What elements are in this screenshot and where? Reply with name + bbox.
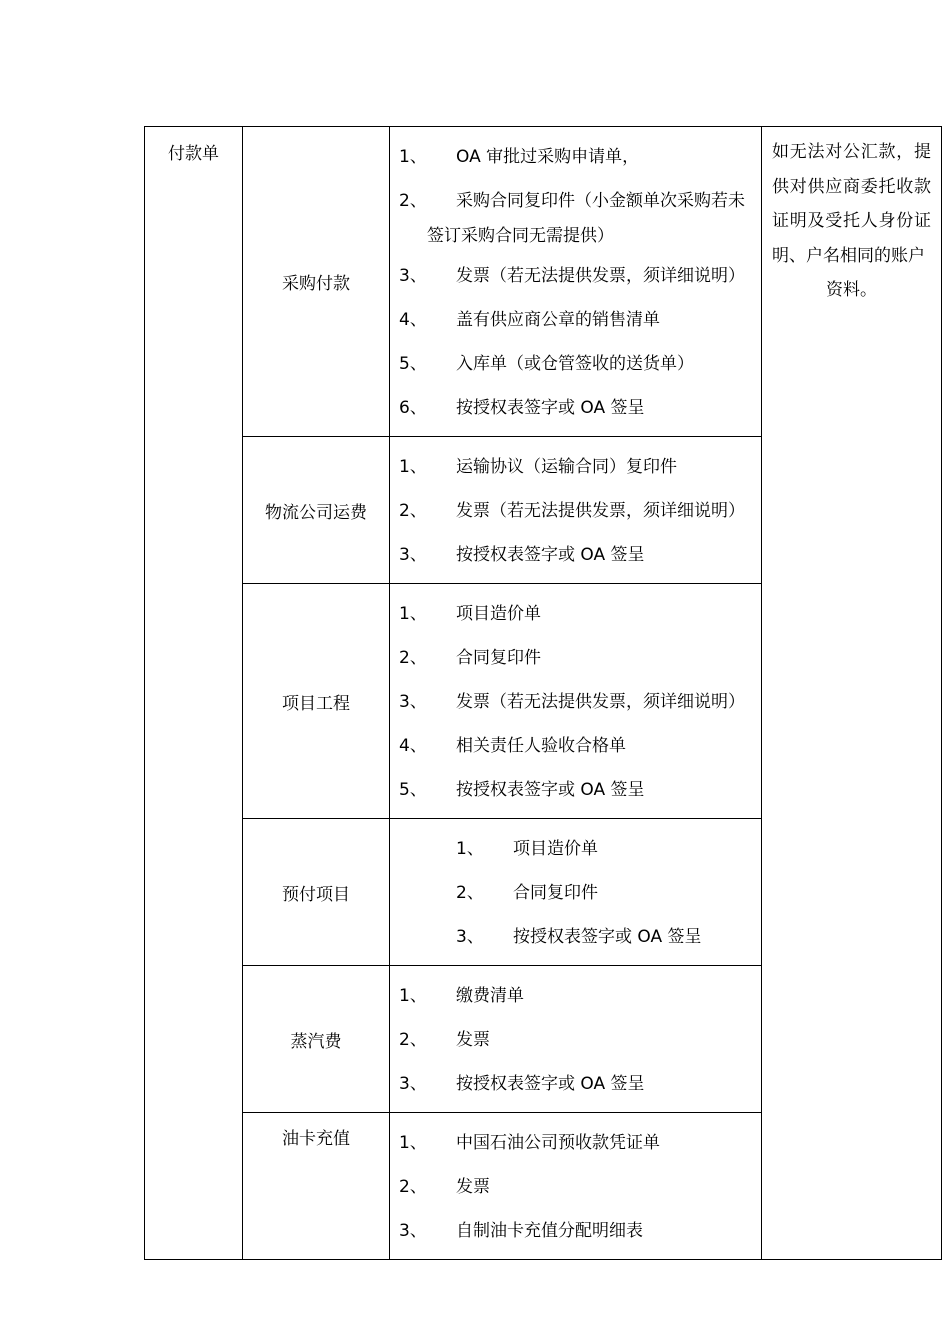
item-text: 按授权表签字或 OA 签呈 bbox=[456, 545, 645, 565]
item-text: 合同复印件 bbox=[513, 883, 598, 903]
list-item bbox=[390, 342, 761, 386]
list-item bbox=[390, 254, 761, 298]
table-row bbox=[145, 127, 942, 437]
payment-requirements-table bbox=[144, 126, 942, 1260]
list-item bbox=[390, 1062, 761, 1106]
category-label: 项目工程 bbox=[282, 693, 350, 714]
item-text: 盖有供应商公章的销售清单 bbox=[456, 310, 660, 330]
item-number: 2、 bbox=[399, 501, 427, 521]
item-text: 中国石油公司预收款凭证单 bbox=[456, 1133, 660, 1153]
items-cell bbox=[390, 966, 762, 1113]
list-item bbox=[390, 386, 761, 430]
item-text: 项目造价单 bbox=[456, 604, 541, 624]
list-item bbox=[390, 445, 761, 489]
item-number: 2、 bbox=[399, 191, 427, 211]
category-cell bbox=[243, 437, 390, 584]
list-item bbox=[390, 592, 761, 636]
item-number: 1、 bbox=[399, 1133, 427, 1153]
item-number: 4、 bbox=[399, 310, 427, 330]
items-cell bbox=[390, 819, 762, 966]
list-item bbox=[390, 724, 761, 768]
list-item bbox=[390, 871, 761, 915]
note-text: 如无法对公汇款，提供对供应商委托收款证明及受托人身份证明、户名相同的账户 bbox=[772, 142, 931, 266]
items-cell bbox=[390, 1113, 762, 1260]
item-number: 5、 bbox=[399, 780, 427, 800]
list-item bbox=[390, 974, 761, 1018]
item-text: 发票 bbox=[456, 1177, 490, 1197]
list-item bbox=[390, 1121, 761, 1165]
doc-type-label: 付款单 bbox=[168, 144, 219, 164]
item-number: 3、 bbox=[399, 1074, 427, 1094]
item-number: 6、 bbox=[399, 398, 427, 418]
category-cell bbox=[243, 127, 390, 437]
item-number: 2、 bbox=[456, 883, 484, 903]
category-cell bbox=[243, 584, 390, 819]
item-text: OA 审批过采购申请单， bbox=[456, 147, 640, 167]
items-cell bbox=[390, 127, 762, 437]
item-text: 发票（若无法提供发票，须详细说明） bbox=[456, 266, 745, 286]
item-text: 发票（若无法提供发票，须详细说明） bbox=[456, 501, 745, 521]
item-text: 采购合同复印件（小金额单次采购若未签订采购合同无需提供） bbox=[427, 191, 745, 246]
note-cell bbox=[762, 127, 942, 1260]
item-text: 发票 bbox=[456, 1030, 490, 1050]
category-label: 物流公司运费 bbox=[265, 502, 367, 523]
item-text: 按授权表签字或 OA 签呈 bbox=[513, 927, 702, 947]
item-text: 项目造价单 bbox=[513, 839, 598, 859]
list-item bbox=[390, 636, 761, 680]
list-item bbox=[390, 1165, 761, 1209]
item-text: 入库单（或仓管签收的送货单） bbox=[456, 354, 694, 374]
list-item bbox=[390, 680, 761, 724]
item-number: 3、 bbox=[456, 927, 484, 947]
item-text: 按授权表签字或 OA 签呈 bbox=[456, 398, 645, 418]
category-cell bbox=[243, 966, 390, 1113]
item-number: 1、 bbox=[399, 147, 427, 167]
list-item bbox=[390, 915, 761, 959]
category-cell bbox=[243, 819, 390, 966]
category-label: 预付项目 bbox=[282, 884, 350, 905]
list-item bbox=[390, 768, 761, 812]
list-item bbox=[390, 1209, 761, 1253]
item-number: 2、 bbox=[399, 1030, 427, 1050]
category-label: 采购付款 bbox=[282, 274, 350, 294]
item-number: 4、 bbox=[399, 736, 427, 756]
item-text: 按授权表签字或 OA 签呈 bbox=[456, 1074, 645, 1094]
item-number: 2、 bbox=[399, 648, 427, 668]
item-number: 5、 bbox=[399, 354, 427, 374]
category-cell bbox=[243, 1113, 390, 1260]
item-number: 1、 bbox=[456, 839, 484, 859]
item-number: 2、 bbox=[399, 1177, 427, 1197]
list-item bbox=[390, 298, 761, 342]
doc-type-cell bbox=[145, 127, 243, 1260]
item-text: 运输协议（运输合同）复印件 bbox=[456, 457, 677, 477]
category-label: 蒸汽费 bbox=[290, 1031, 342, 1052]
item-number: 3、 bbox=[399, 692, 427, 712]
list-item bbox=[390, 827, 761, 871]
item-number: 1、 bbox=[399, 604, 427, 624]
list-item bbox=[390, 1018, 761, 1062]
list-item bbox=[390, 489, 761, 533]
item-text: 相关责任人验收合格单 bbox=[456, 736, 626, 756]
item-text: 发票（若无法提供发票，须详细说明） bbox=[456, 692, 745, 712]
items-cell bbox=[390, 437, 762, 584]
list-item bbox=[390, 179, 761, 254]
item-text: 按授权表签字或 OA 签呈 bbox=[456, 780, 645, 800]
item-number: 1、 bbox=[399, 986, 427, 1006]
items-cell bbox=[390, 584, 762, 819]
item-number: 3、 bbox=[399, 1221, 427, 1241]
item-text: 缴费清单 bbox=[456, 986, 524, 1006]
list-item bbox=[390, 135, 761, 179]
item-number: 3、 bbox=[399, 266, 427, 286]
category-label: 油卡充值 bbox=[282, 1129, 350, 1149]
item-text: 自制油卡充值分配明细表 bbox=[456, 1221, 643, 1241]
item-number: 3、 bbox=[399, 545, 427, 565]
list-item bbox=[390, 533, 761, 577]
item-number: 1、 bbox=[399, 457, 427, 477]
note-text-end: 资料。 bbox=[826, 280, 877, 300]
item-text: 合同复印件 bbox=[456, 648, 541, 668]
